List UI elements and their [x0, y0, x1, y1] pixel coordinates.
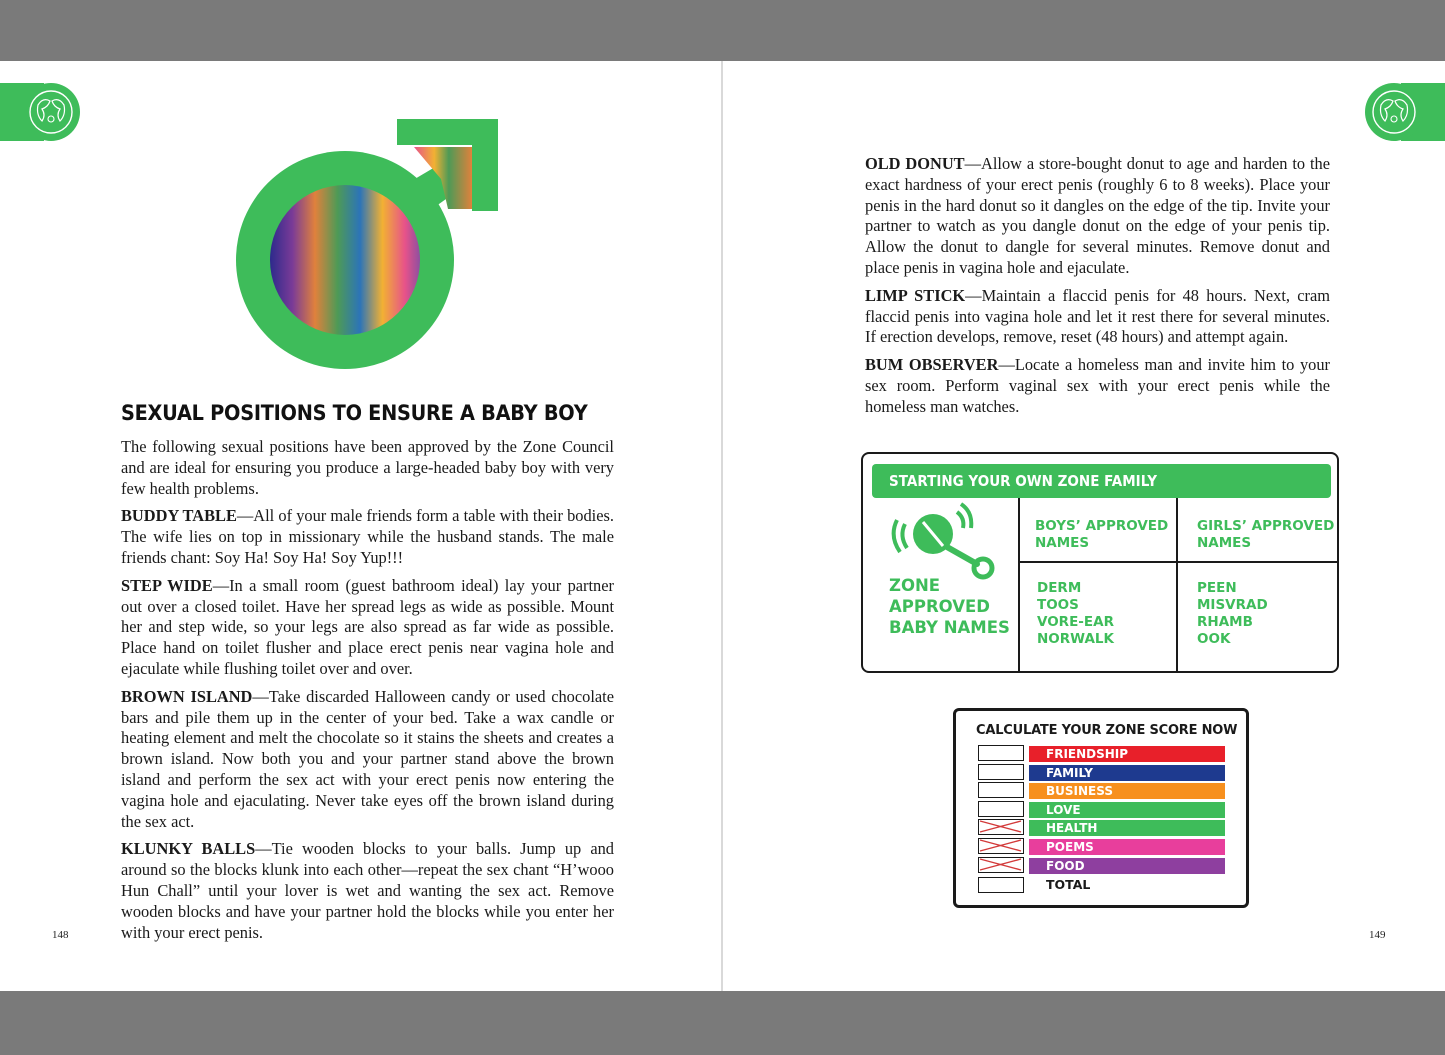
position-paragraph: [865, 154, 1330, 279]
position-paragraph: [865, 355, 1330, 417]
position-paragraph: [121, 576, 614, 680]
page-heading: SEXUAL POSITIONS TO ENSURE A BABY BOY: [121, 401, 588, 425]
header-line: BOYS’ APPROVED: [1035, 518, 1169, 534]
zone-approved-label: [889, 575, 1010, 638]
label-line: BABY NAMES: [889, 618, 1010, 637]
score-label: HEALTH: [1029, 820, 1225, 836]
header-line: NAMES: [1197, 535, 1252, 551]
zone-family-title-bar: [872, 464, 1331, 498]
score-checkbox[interactable]: [978, 838, 1024, 854]
boys-names-list: [1037, 580, 1114, 648]
score-checkbox[interactable]: [978, 782, 1024, 798]
position-text: —Take discarded Halloween candy or used chocolate bars and pile them up in the center of your bed. Take a wax candle or heating element and melt the chocolate so it stains the sheets and creates a brown island. Now both you and your partner stand above the brown island and perform the sex act with your erect penis now entering the vagina hole and ejaculating. Never take eyes off the brown island during the sex act.: [121, 686, 615, 831]
list-item: MISVRAD: [1197, 597, 1268, 613]
left-body: [121, 437, 614, 950]
checkbox-cross-icon: [979, 820, 1022, 833]
zone-logo-icon: [1365, 83, 1423, 141]
right-body: [865, 154, 1330, 425]
list-item: RHAMB: [1197, 614, 1253, 630]
score-checkbox[interactable]: [978, 857, 1024, 873]
right-page: [723, 61, 1445, 991]
score-label: FRIENDSHIP: [1029, 746, 1225, 762]
baby-rattle-icon: [891, 502, 1001, 582]
position-text: —Locate a homeless man and invite him to your sex room. Perform vaginal sex with your erect penis while the homeless man watches.: [865, 355, 1330, 416]
position-name: BUM OBSERVER: [865, 355, 999, 375]
position-text: —Maintain a flaccid penis for 48 hours. Next, cram flaccid penis into vagina hole and let it rest there for several minutes. If erection develops, remove, reset (48 hours) and attempt again.: [865, 285, 1331, 347]
list-item: OOK: [1197, 631, 1231, 647]
boys-header: [1035, 518, 1168, 552]
position-name: LIMP STICK: [865, 285, 966, 305]
zone-family-title: STARTING YOUR OWN ZONE FAMILY: [889, 472, 1157, 490]
list-item: TOOS: [1037, 597, 1079, 613]
position-name: BROWN ISLAND: [121, 686, 253, 706]
score-checkbox[interactable]: [978, 801, 1024, 817]
position-name: BUDDY TABLE: [121, 506, 237, 526]
page-number: 149: [1369, 929, 1386, 941]
position-name: STEP WIDE: [121, 575, 213, 595]
position-paragraph: [121, 839, 614, 943]
zone-score-card: [953, 708, 1249, 908]
list-item: VORE-EAR: [1037, 614, 1114, 630]
score-label: POEMS: [1029, 839, 1225, 855]
list-item: NORWALK: [1037, 631, 1114, 647]
zone-family-box: [861, 452, 1339, 673]
male-symbol-icon: [236, 117, 500, 369]
position-text: —Tie wooden blocks to your balls. Jump up and around so the blocks klunk into each other—repeat the sex chant “H’wooo Hun Chall” until your lover is wet and wanting the sex act. Remove wooden blocks and have your partner hold the blocks while you enter her with your erect penis.: [121, 839, 614, 942]
score-checkbox[interactable]: [978, 819, 1024, 835]
list-item: DERM: [1037, 580, 1082, 596]
position-text: —In a small room (guest bathroom ideal) lay your partner out over a closed toilet. Have her spread legs as wide as possible. Mount her and step wide, so your legs are also spread as far wide as possible. Place hand on toilet flusher and place erect penis near vagina hole and ejaculate while flushing toilet over and over.: [121, 575, 614, 678]
intro-paragraph: The following sexual positions have been approved by the Zone Council and are ideal for ensuring you produce a large-headed baby boy with very few health problems.: [121, 437, 614, 498]
header-line: GIRLS’ APPROVED: [1197, 518, 1335, 534]
list-item: PEEN: [1197, 580, 1237, 596]
score-label: BUSINESS: [1029, 783, 1225, 799]
divider: [1018, 498, 1020, 672]
divider: [1019, 561, 1339, 563]
page-number: 148: [52, 929, 69, 941]
position-text: —All of your male friends form a table with their bodies. The wife lies on top in missionary while the husband stands. The male friends chant: Soy Ha! Soy Ha! Soy Yup!!!: [121, 506, 614, 567]
checkbox-cross-icon: [979, 839, 1022, 852]
divider: [1176, 498, 1178, 672]
header-line: NAMES: [1035, 535, 1090, 551]
score-card-title: CALCULATE YOUR ZONE SCORE NOW: [976, 723, 1238, 738]
total-label: TOTAL: [1046, 877, 1091, 892]
score-checkbox[interactable]: [978, 764, 1024, 780]
position-paragraph: [865, 286, 1330, 348]
total-checkbox[interactable]: [978, 877, 1024, 893]
zone-logo-icon: [22, 83, 80, 141]
girls-header: [1197, 518, 1334, 552]
score-label: FAMILY: [1029, 765, 1225, 781]
left-page: [0, 61, 721, 991]
position-text: —Allow a store-bought donut to age and harden to the exact hardness of your erect penis (roughly 6 to 8 weeks). Place your penis in the hard donut so it dangles on the edge of the tip. Invite your partner to watch as you dangle donut on the edge of your penis tip. Allow the donut to dangle for several minutes. Remove donut and place penis in vagina hole and ejaculate.: [865, 154, 1331, 277]
score-label: FOOD: [1029, 858, 1225, 874]
position-paragraph: [121, 506, 614, 568]
label-line: ZONE: [889, 576, 941, 595]
girls-names-list: [1197, 580, 1268, 648]
label-line: APPROVED: [889, 597, 990, 616]
position-paragraph: [121, 687, 614, 833]
score-label: LOVE: [1029, 802, 1225, 818]
position-name: OLD DONUT: [865, 154, 965, 173]
score-checkbox[interactable]: [978, 745, 1024, 761]
position-name: KLUNKY BALLS: [121, 839, 256, 859]
checkbox-cross-icon: [979, 858, 1022, 871]
